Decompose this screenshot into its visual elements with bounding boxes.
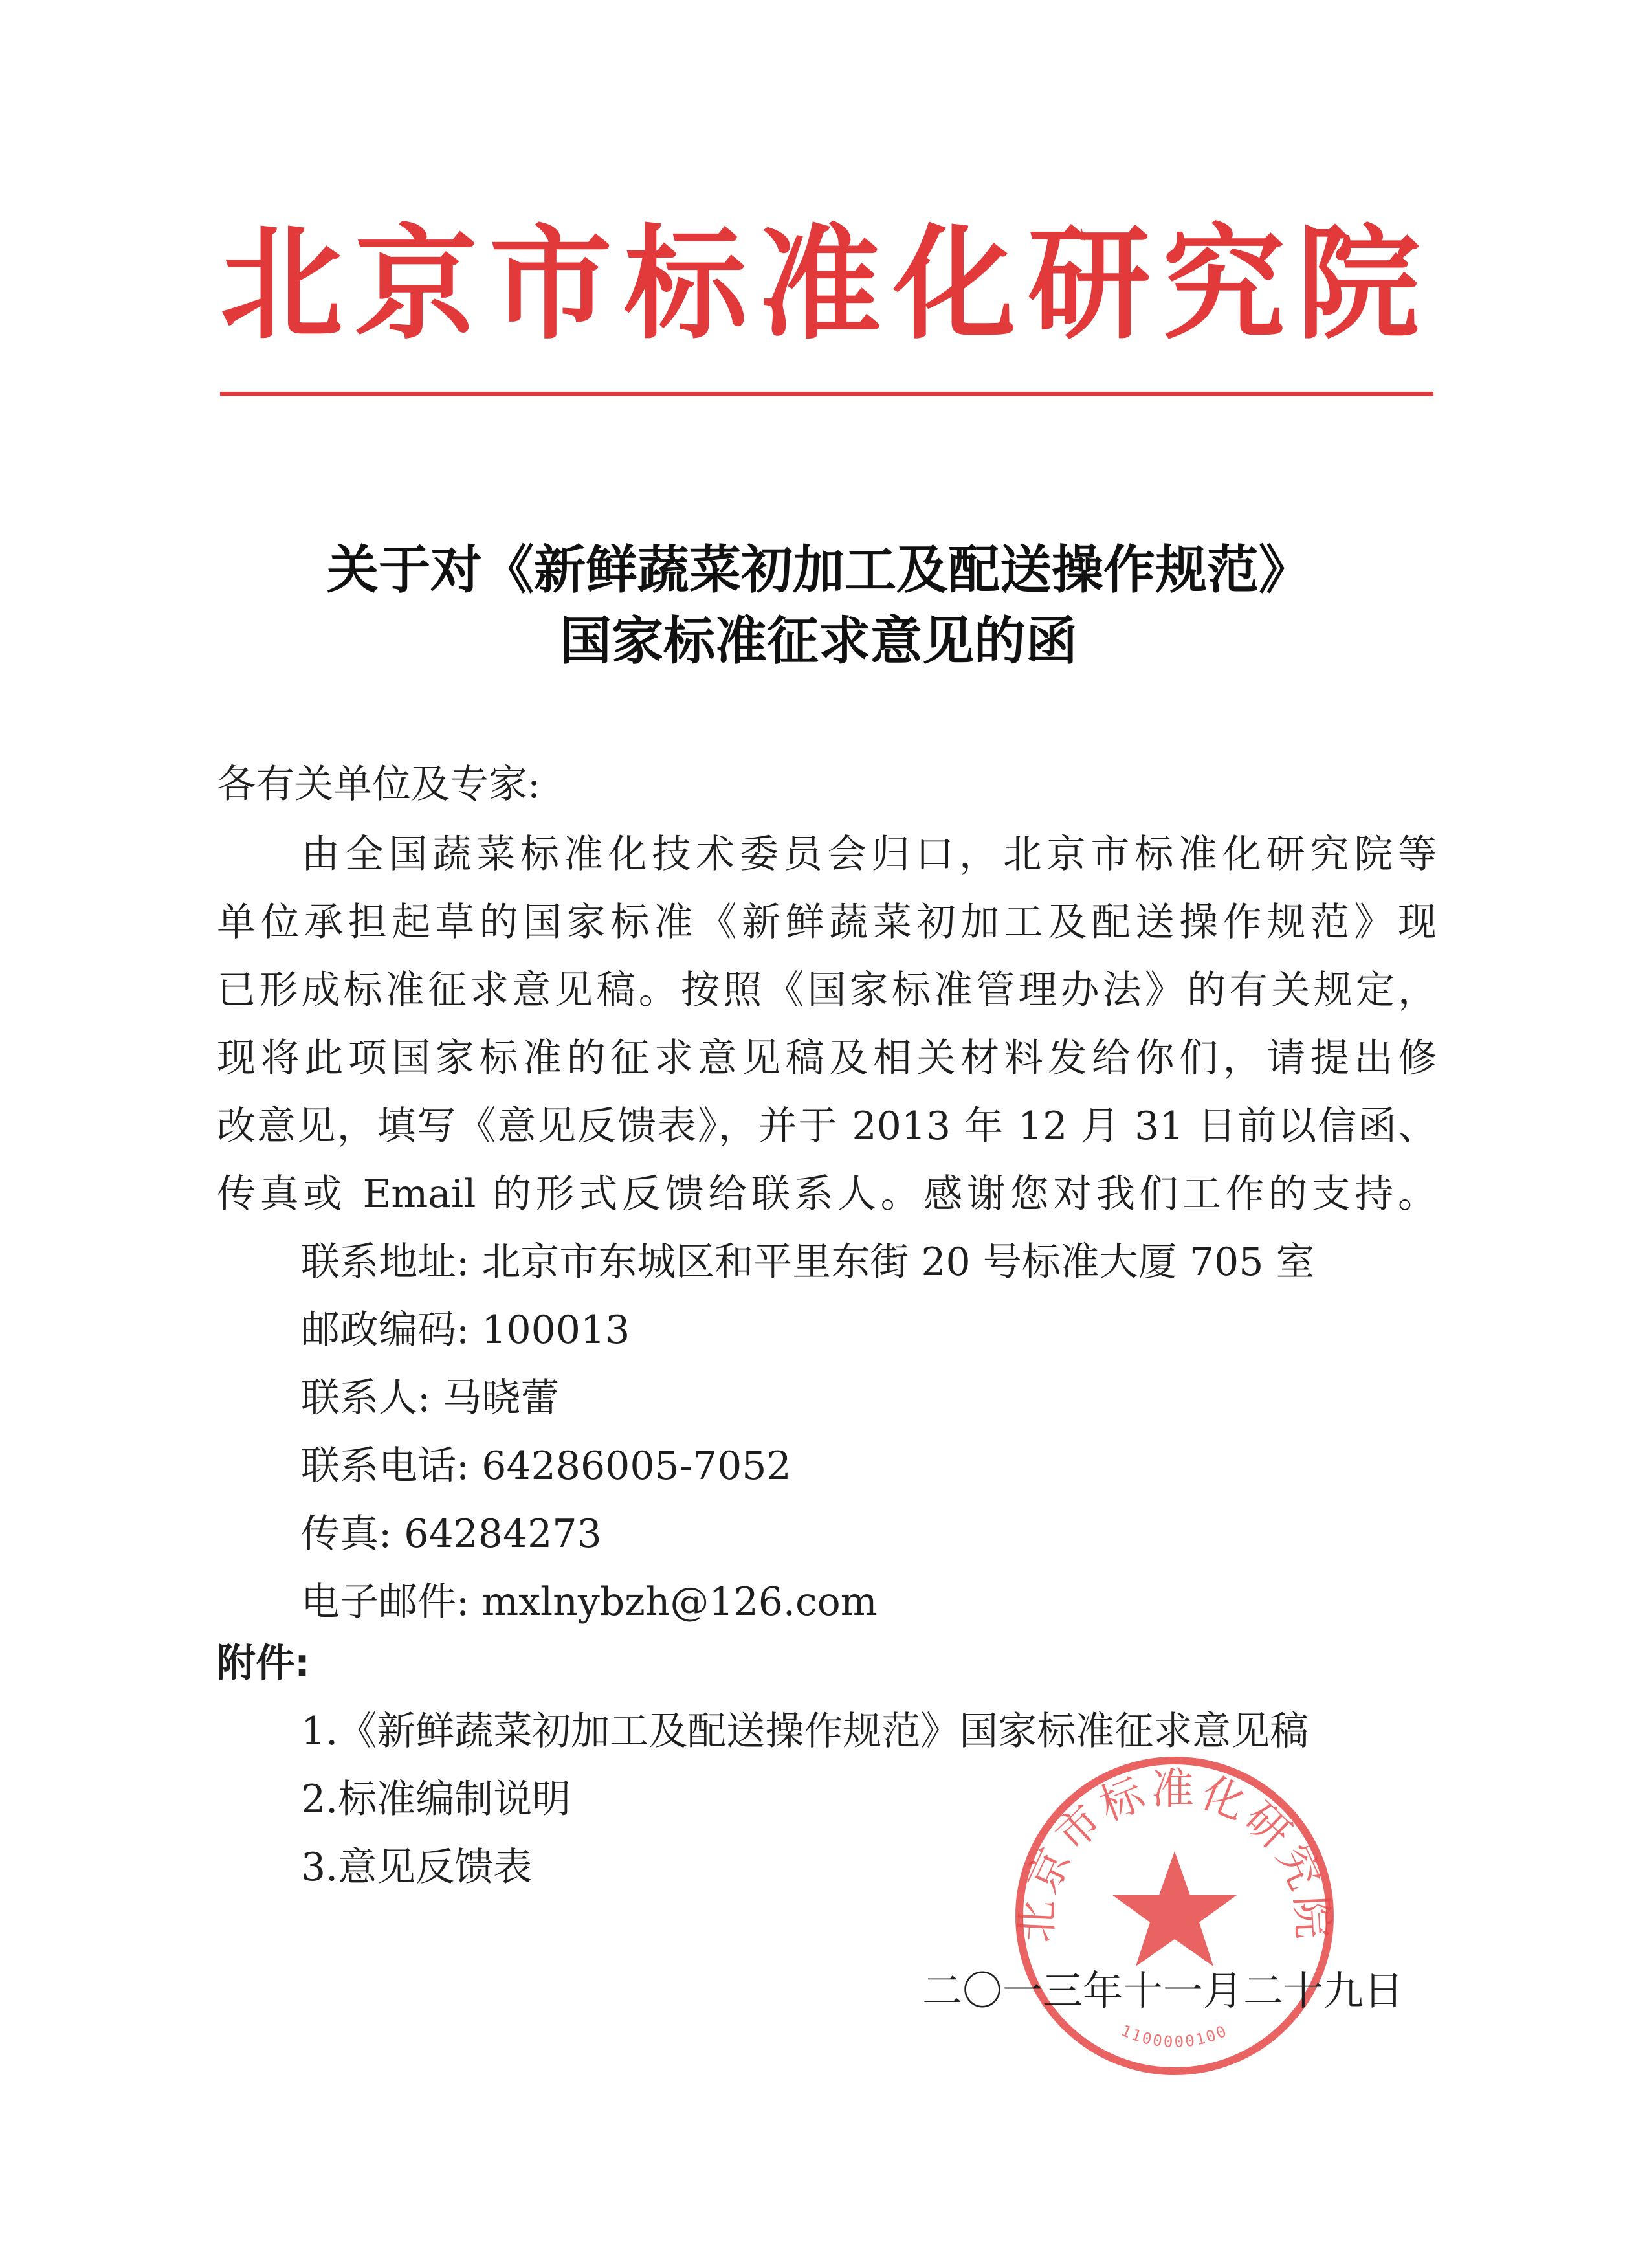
- contact-phone: 联系电话: 64286005-7052: [301, 1443, 791, 1489]
- document-date: 二〇一三年十一月二十九日: [922, 1967, 1404, 2014]
- attachment-item: 3.意见反馈表: [301, 1845, 533, 1890]
- body-line: 单位承担起草的国家标准《新鲜蔬菜初加工及配送操作规范》现: [217, 900, 1437, 945]
- contact-postal-code: 邮政编码: 100013: [301, 1307, 630, 1353]
- attachment-item: 1.《新鲜蔬菜初加工及配送操作规范》国家标准征求意见稿: [301, 1709, 1309, 1754]
- contact-person: 联系人: 马晓蕾: [301, 1375, 560, 1421]
- seal-number: 1100000100: [1118, 2021, 1231, 2051]
- salutation: 各有关单位及专家:: [217, 762, 541, 807]
- official-seal: [1006, 1748, 1343, 2084]
- document-title-line-2: 国家标准征求意见的函: [560, 610, 1078, 671]
- body-line: 现将此项国家标准的征求意见稿及相关材料发给你们，请提出修: [217, 1036, 1437, 1081]
- star-icon: [1112, 1851, 1237, 1966]
- letterhead-org-name: 北京市标准化研究院: [220, 213, 1432, 356]
- contact-email: 电子邮件: mxlnybzh@126.com: [301, 1579, 878, 1625]
- body-line: 传真或 Email 的形式反馈给联系人。感谢您对我们工作的支持。: [217, 1172, 1437, 1217]
- attachment-item: 2.标准编制说明: [301, 1777, 571, 1822]
- body-line: 已形成标准征求意见稿。按照《国家标准管理办法》的有关规定，: [217, 968, 1437, 1013]
- contact-address: 联系地址: 北京市东城区和平里东街 20 号标准大厦 705 室: [301, 1240, 1315, 1285]
- attachments-heading: 附件:: [217, 1641, 310, 1686]
- document-title-line-1: 关于对《新鲜蔬菜初加工及配送操作规范》: [327, 539, 1310, 600]
- contact-fax: 传真: 64284273: [301, 1511, 602, 1557]
- letterhead-rule: [220, 392, 1433, 396]
- body-line: 改意见，填写《意见反馈表》，并于 2013 年 12 月 31 日前以信函、: [217, 1104, 1437, 1149]
- seal-text: 北京市标准化研究院: [1011, 1764, 1338, 1944]
- body-line: 由全国蔬菜标准化技术委员会归口，北京市标准化研究院等: [301, 832, 1437, 877]
